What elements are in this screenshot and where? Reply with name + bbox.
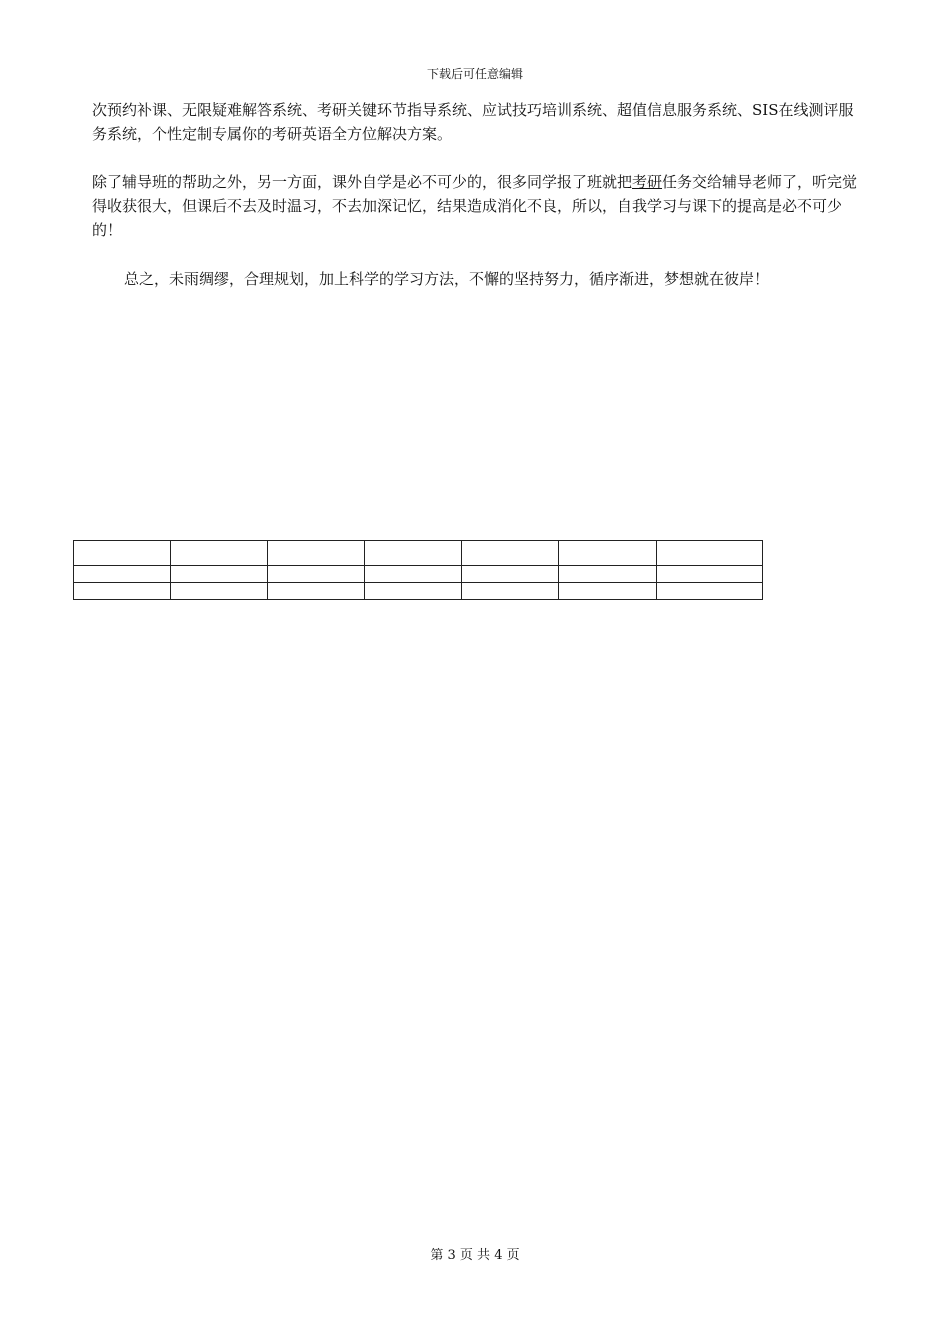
- paragraph-1-text: 次预约补课、无限疑难解答系统、考研关键环节指导系统、应试技巧培训系统、超值信息服务系统、SIS在线测评服务系统，个性定制专属你的考研英语全方位解决方案。: [92, 101, 854, 143]
- table-cell[interactable]: [171, 541, 268, 566]
- table-cell[interactable]: [657, 566, 763, 582]
- paragraph-3-text: 总之，未雨绸缪，合理规划，加上科学的学习方法，不懈的坚持努力，循序渐进，梦想就在彼岸！: [124, 270, 770, 288]
- table-cell[interactable]: [462, 566, 559, 582]
- paragraph-3: [92, 267, 864, 291]
- page-header: 下载后可任意编辑: [426, 67, 523, 81]
- table-cell[interactable]: [365, 566, 462, 582]
- table-cell[interactable]: [559, 541, 657, 566]
- table-row: [74, 541, 763, 566]
- table-cell[interactable]: [462, 582, 559, 599]
- table-cell[interactable]: [365, 541, 462, 566]
- paragraph-2: [92, 170, 864, 242]
- paragraph-2-before: 除了辅导班的帮助之外，另一方面，课外自学是必不可少的，很多同学报了班就把: [92, 173, 633, 191]
- paragraph-2-after: 任务交给辅导老师了，听完觉得收获很大，但课后不去及时温习，不去加深记忆，结果造成消化不良，所以，自我学习与课下的提高是必不可少的！: [92, 173, 858, 239]
- paragraph-1: [92, 98, 864, 146]
- table-row: [74, 566, 763, 582]
- page-footer: 第 3 页 共 4 页: [430, 1248, 520, 1263]
- table-cell[interactable]: [462, 541, 559, 566]
- table-cell[interactable]: [268, 541, 365, 566]
- paragraph-2-text: [92, 170, 864, 242]
- table-row: [74, 582, 763, 599]
- kaoyan-link[interactable]: 考研: [632, 173, 663, 191]
- table-cell[interactable]: [559, 566, 657, 582]
- table-cell[interactable]: [171, 582, 268, 599]
- table-cell[interactable]: [268, 566, 365, 582]
- table-cell[interactable]: [365, 582, 462, 599]
- table-cell[interactable]: [74, 566, 171, 582]
- table-cell[interactable]: [657, 541, 763, 566]
- table-cell[interactable]: [559, 582, 657, 599]
- table-cell[interactable]: [74, 582, 171, 599]
- table-cell[interactable]: [268, 582, 365, 599]
- empty-table: [73, 540, 763, 600]
- table-cell[interactable]: [171, 566, 268, 582]
- table-cell[interactable]: [657, 582, 763, 599]
- table-cell[interactable]: [74, 541, 171, 566]
